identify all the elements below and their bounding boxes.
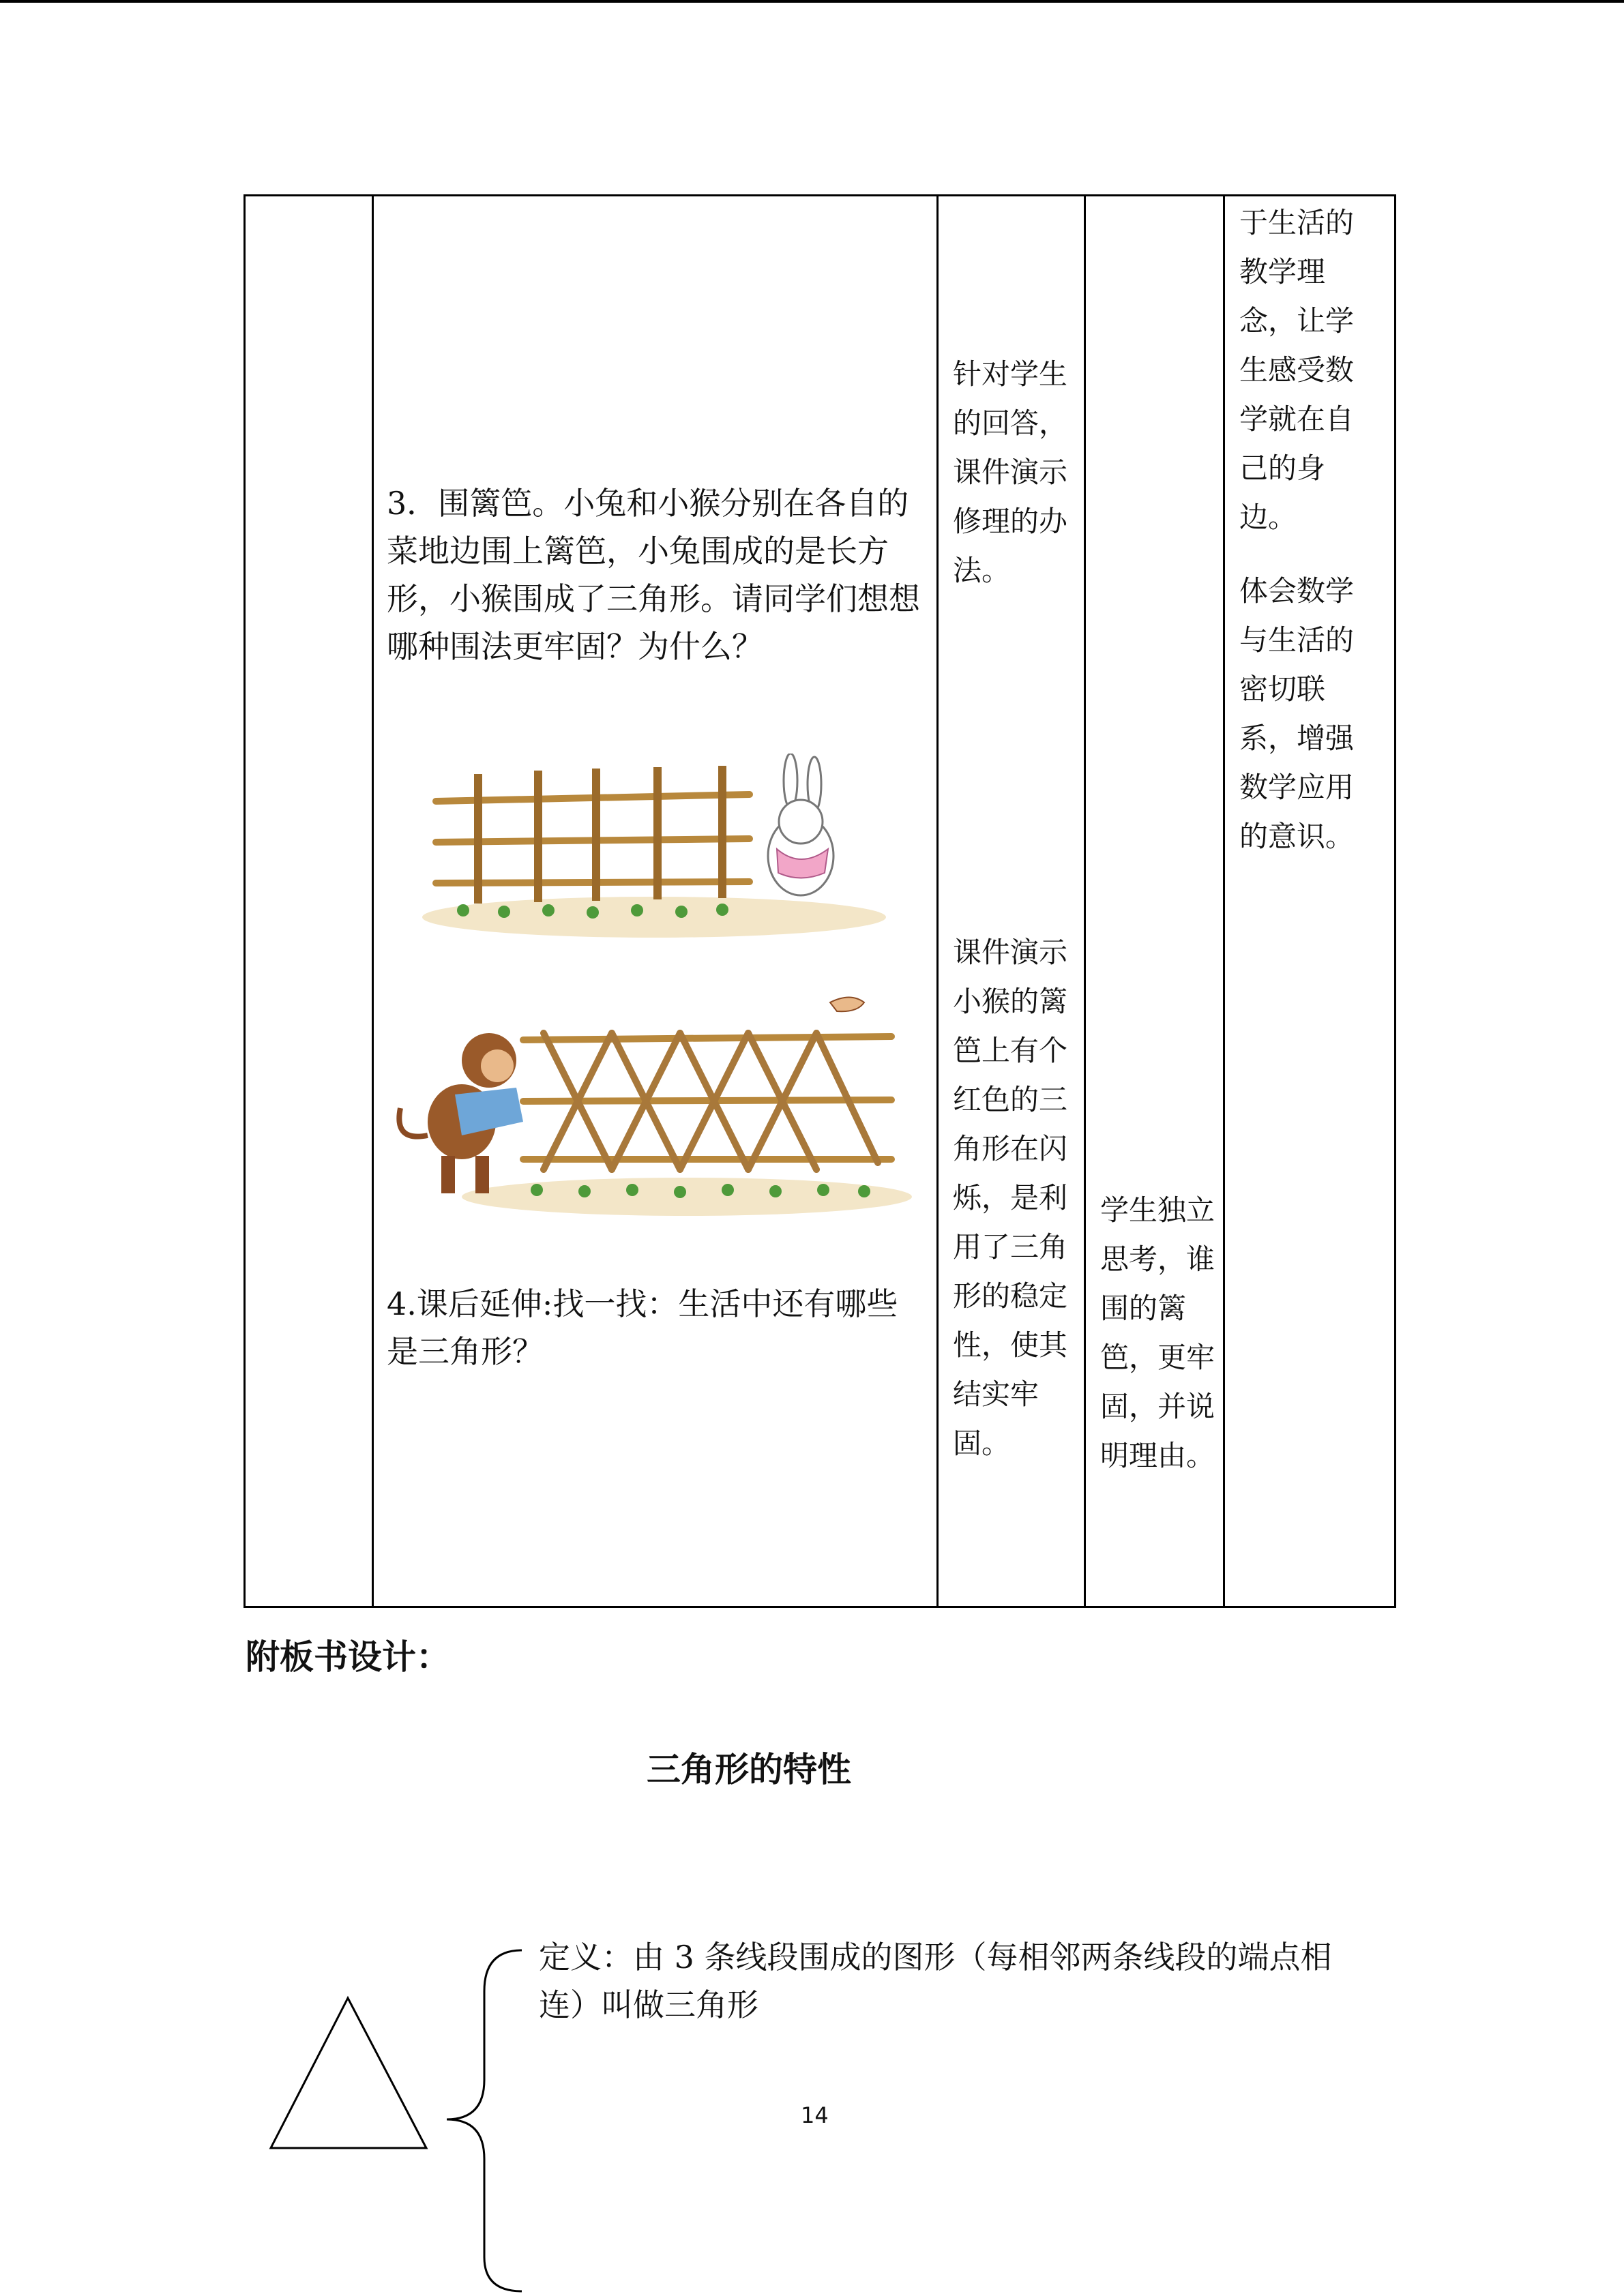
board-title: 三角形的特性 [647, 1750, 851, 1789]
lesson-table [243, 194, 1396, 1608]
monkey-fence-image [387, 985, 919, 1217]
intent-note-life: 于生活的教学理念，让学生感受数学就在自己的身边。 [1239, 206, 1355, 534]
rabbit-fence-image [422, 754, 893, 938]
page-number: 14 [801, 2102, 829, 2128]
content-item-fence: 3．围篱笆。小兔和小猴分别在各自的菜地边围上篱笆，小兔围成的是长方形，小猴围成了三角形。请同学们想想哪种围法更牢固？为什么？ [387, 485, 920, 665]
board-design-label: 附板书设计： [246, 1637, 450, 1677]
triangle-definition [539, 1933, 1371, 2029]
column-divider-3 [1084, 194, 1086, 1608]
student-note: 学生独立思考，谁围的篱笆，更牢固，并说明理由。 [1100, 1193, 1215, 1472]
intent-note-application: 体会数学与生活的密切联系，增强数学应用的意识。 [1239, 574, 1355, 853]
triangle-figure [263, 1991, 440, 2155]
column-divider-2 [936, 194, 939, 1608]
teacher-note-triangle: 课件演示小猴的篱笆上有个红色的三角形在闪烁，是利用了三角形的稳定性，使其结实牢固。 [953, 936, 1068, 1460]
table-border-left [243, 194, 246, 1608]
teacher-note-repair: 针对学生的回答，课件演示修理的办法。 [953, 357, 1068, 587]
column-divider-4 [1223, 194, 1225, 1608]
page-top-border [0, 0, 1624, 3]
table-border-right [1394, 194, 1396, 1608]
curly-brace [437, 1943, 532, 2296]
triangle-definition-text: 定义：由 3 条线段围成的图形（每相邻两条线段的端点相连）叫做三角形 [539, 1939, 1332, 2023]
content-item-extension: 4.课后延伸:找一找：生活中还有哪些是三角形？ [387, 1285, 898, 1370]
column-divider-1 [372, 194, 374, 1608]
